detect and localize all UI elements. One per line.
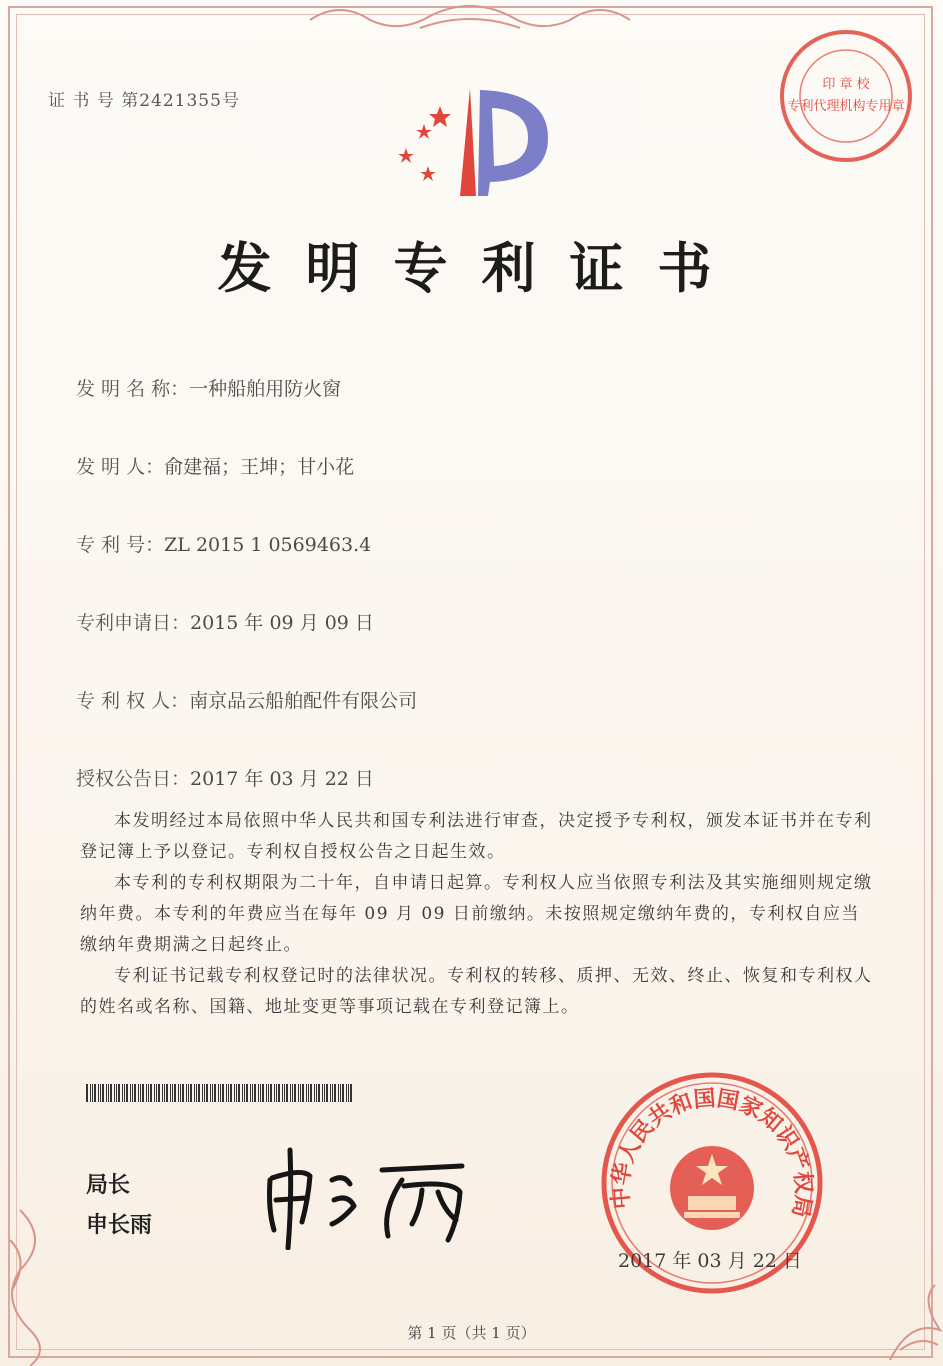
certificate-body <box>80 806 875 1023</box>
field-invention-name <box>76 374 341 401</box>
agency-seal <box>774 26 918 166</box>
barcode-icon <box>86 1084 356 1104</box>
top-ornament <box>300 0 640 34</box>
field-value: ZL 2015 1 0569463.4 <box>164 534 372 556</box>
certificate-number-label: 证 书 号 第 <box>48 91 140 111</box>
field-value: 2015 年 09 月 09 日 <box>190 612 374 634</box>
certificate-number-value: 2421355 <box>139 91 222 111</box>
field-label: 专 利 号： <box>76 534 165 556</box>
director-signature <box>262 1140 492 1250</box>
field-patentee <box>76 686 417 713</box>
field-value: 俞建福；王坤；甘小花 <box>164 456 355 478</box>
field-value: 2017 年 03 月 22 日 <box>190 768 374 790</box>
director-name: 申长雨 <box>86 1213 153 1238</box>
certificate-number-suffix: 号 <box>221 91 240 111</box>
page-footer: 第 1 页（共 1 页） <box>407 1324 536 1342</box>
body-paragraph: 专利证书记载专利权登记时的法律状况。专利权的转移、质押、无效、终止、恢复和专利权人的姓名或名称、国籍、地址变更等事项记载在专利登记簿上。 <box>80 966 873 1017</box>
national-seal-text: 中华人民共和国国家知识产权局 <box>608 1086 816 1220</box>
body-paragraph: 本专利的专利权期限为二十年，自申请日起算。专利权人应当依照专利法及其实施细则规定缴纳年费。本专利的年费应当在每年 09 月 09 日前缴纳。未按照规定缴纳年费的，专利权自应当缴纳年费期满之日起终止。 <box>80 873 873 955</box>
field-label: 专 利 权 人： <box>76 690 190 712</box>
field-value: 南京品云船舶配件有限公司 <box>189 690 418 712</box>
field-inventors <box>76 452 354 479</box>
field-label: 发 明 人： <box>76 456 165 478</box>
director-title: 局长 <box>86 1173 131 1198</box>
agency-seal-text: 专利代理机构专用章 <box>787 99 905 114</box>
body-paragraph: 本发明经过本局依照中华人民共和国专利法进行审查，决定授予专利权，颁发本证书并在专利登记簿上予以登记。专利权自授权公告之日起生效。 <box>80 811 873 862</box>
field-grant-date <box>76 764 374 791</box>
field-application-date <box>76 608 374 635</box>
certificate-number <box>48 86 240 111</box>
field-label: 专利申请日： <box>76 612 191 634</box>
field-label: 授权公告日： <box>76 768 191 790</box>
certificate-title: 发明专利证书 <box>217 236 746 300</box>
field-patent-number <box>76 530 371 557</box>
field-label: 发 明 名 称： <box>76 378 190 400</box>
field-value: 一种船舶用防火窗 <box>189 378 342 400</box>
seal-date: 2017 年 03 月 22 日 <box>618 1250 802 1272</box>
sipo-logo-icon <box>388 78 558 208</box>
national-emblem-icon <box>670 1146 754 1230</box>
svg-text:印 章 校: 印 章 校 <box>822 77 870 92</box>
